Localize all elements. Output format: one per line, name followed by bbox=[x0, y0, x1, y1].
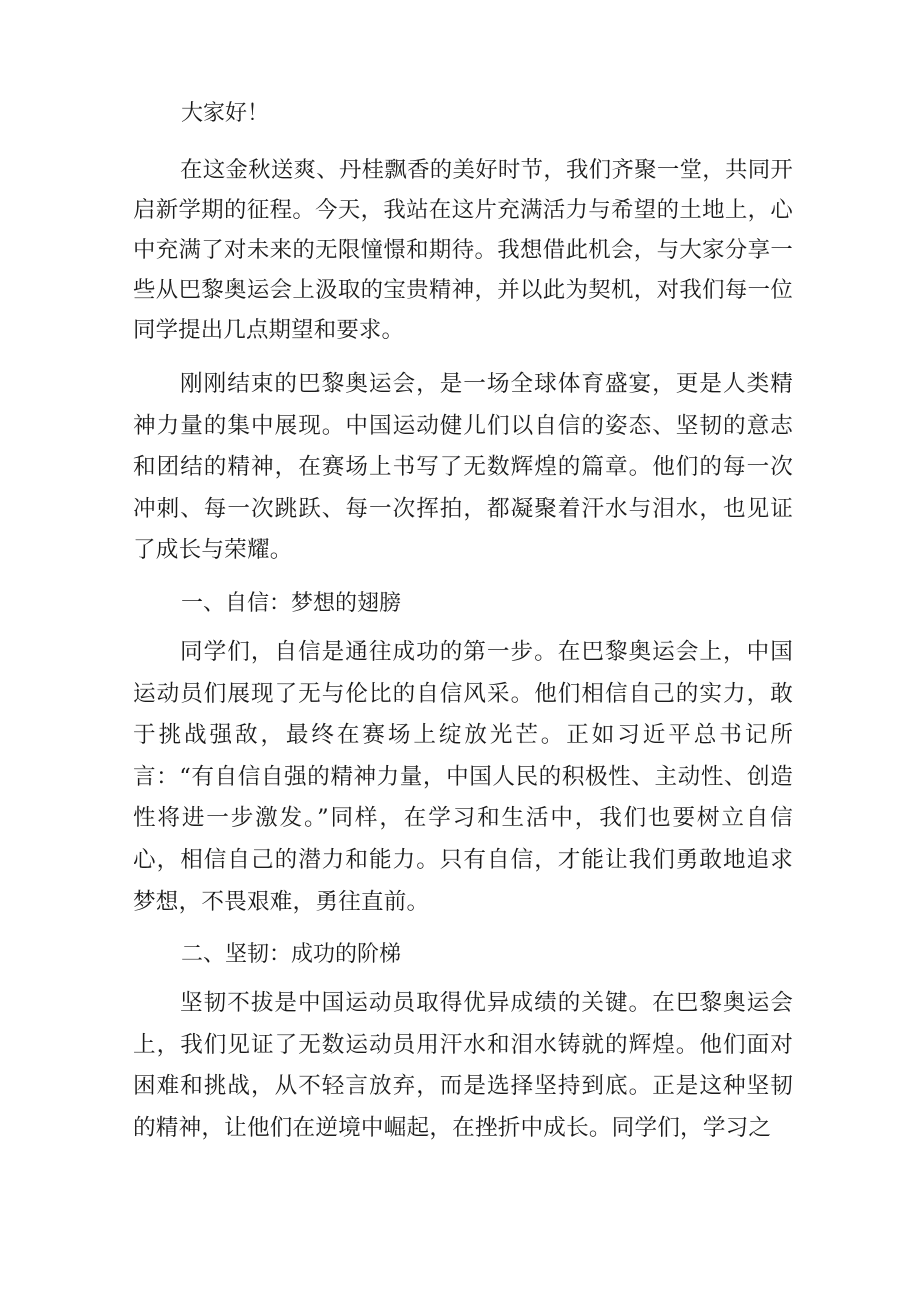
section-heading-confidence: 一、自信：梦想的翅膀 bbox=[181, 590, 402, 616]
section-paragraph-confidence: 同学们，自信是通往成功的第一步。在巴黎奥运会上，中国运动员们展现了无与伦比的自信风采。他们相信自己的实力，敢于挑战强敌，最终在赛场上绽放光芒。正如习近平总书记所言：“有自信自强的精神力量，中国人民的积极性、主动性、创造性将进一步激发。”同样，在学习和生活中，我们也要树立自信心，相信自己的潜力和能力。只有自信，才能让我们勇敢地追求梦想，不畏艰难，勇往直前。 bbox=[133, 638, 793, 915]
intro-paragraph-2: 刚刚结束的巴黎奥运会，是一场全球体育盛宴，更是人类精神力量的集中展现。中国运动健儿们以自信的姿态、坚韧的意志和团结的精神，在赛场上书写了无数辉煌的篇章。他们的每一次冲刺、每一次跳跃、每一次挥拍，都凝聚着汗水与泪水，也见证了成长与荣耀。 bbox=[133, 371, 793, 564]
section-heading-perseverance: 二、坚韧：成功的阶梯 bbox=[181, 942, 402, 968]
greeting: 大家好！ bbox=[181, 101, 270, 126]
document-body bbox=[133, 96, 793, 1164]
section-paragraph-perseverance: 坚韧不拔是中国运动员取得优异成绩的关键。在巴黎奥运会上，我们见证了无数运动员用汗水和泪水铸就的辉煌。他们面对困难和挑战，从不轻言放弃，而是选择坚持到底。正是这种坚韧的精神，让他们在逆境中崛起，在挫折中成长。同学们，学习之 bbox=[133, 990, 793, 1141]
intro-paragraph-1: 在这金秋送爽、丹桂飘香的美好时节，我们齐聚一堂，共同开启新学期的征程。今天，我站在这片充满活力与希望的土地上，心中充满了对未来的无限憧憬和期待。我想借此机会，与大家分享一些从巴黎奥运会上汲取的宝贵精神，并以此为契机，对我们每一位同学提出几点期望和要求。 bbox=[133, 157, 793, 343]
